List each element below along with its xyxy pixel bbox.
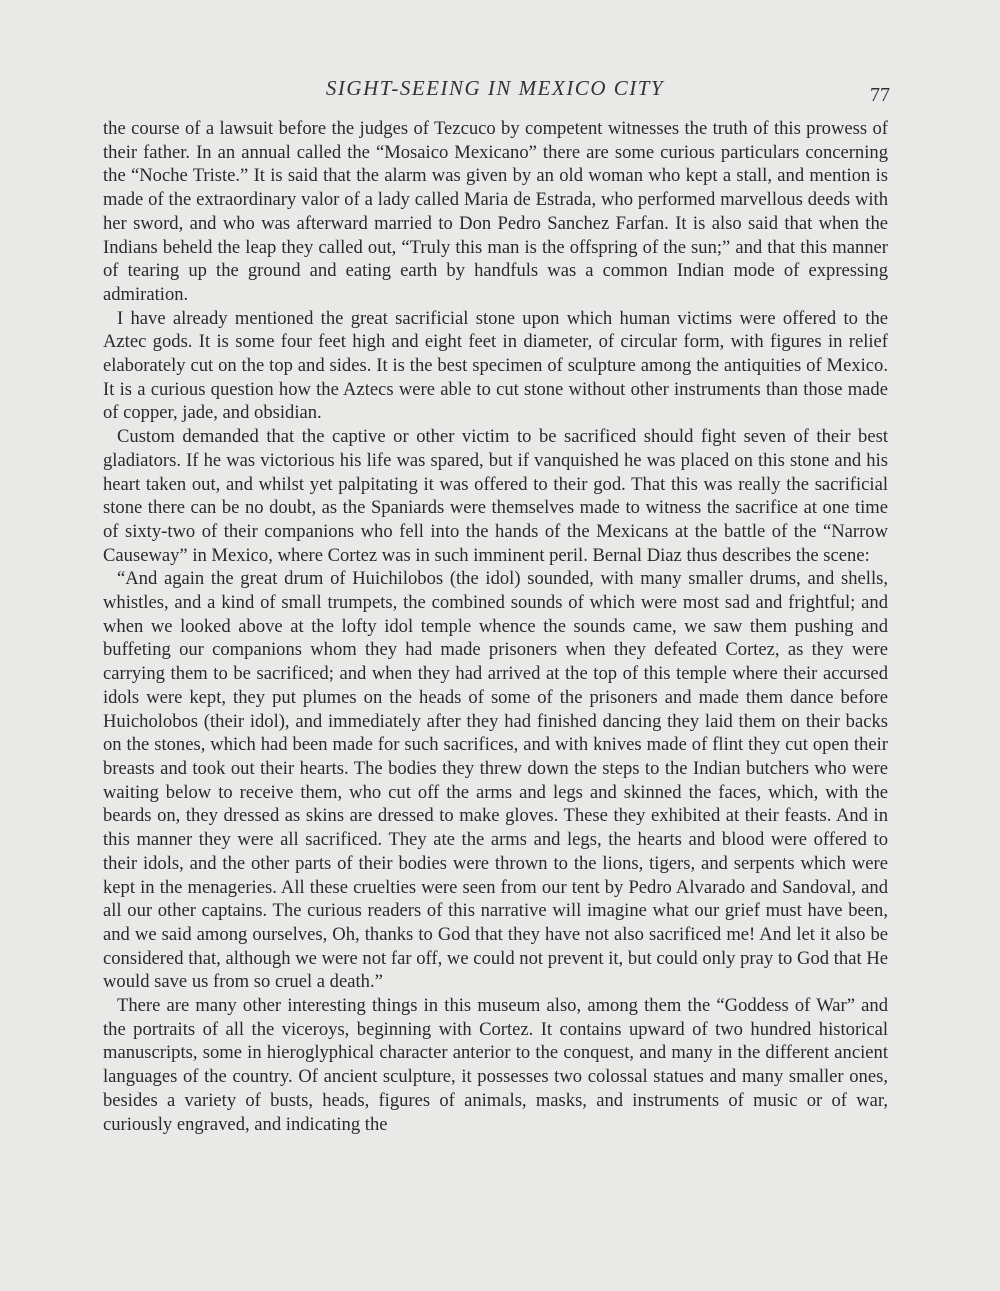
- running-title: SIGHT-SEEING IN MEXICO CITY: [325, 76, 665, 100]
- paragraph-custom: Custom demanded that the captive or other victim to be sacrificed should fight seven of their best gladiators. If he was victorious his life was spared, but if vanquished he was placed on this stone and his heart taken out, and whilst yet palpitating it was offered to their god. That this was really the sacrificial stone there can be no doubt, as the Spaniards were themselves made to witness the sacrifice at one time of sixty-two of their companions who fell into the hands of the Mexicans at the battle of the “Narrow Causeway” in Mexico, where Cortez was in such imminent peril. Bernal Diaz thus describes the scene:: [103, 426, 888, 566]
- paragraph-museum: There are many other interesting things in this museum also, among them the “Goddess of War” and the portraits of all the viceroys, beginning with Cortez. It contains upward of two hundred historical manuscripts, some in hieroglyphical character anterior to the conquest, and many in the different ancient languages of the country. Of ancient sculpture, it possesses two colossal statues and many smaller ones, besides a variety of busts, heads, figures of animals, masks, and instruments of music or of war, curiously engraved, and indicating the: [103, 995, 888, 1135]
- page-number: 77: [870, 84, 890, 106]
- running-head: [100, 76, 890, 106]
- paragraph-sacrificial-stone: I have already mentioned the great sacrificial stone upon which human victims were offered to the Aztec gods. It is some four feet high and eight feet in diameter, of circular form, with figures in relief elaborately cut on the top and sides. It is the best specimen of sculpture among the antiquities of Mexico. It is a curious question how the Aztecs were able to cut stone without other instruments than those made of copper, jade, and obsidian.: [103, 307, 888, 424]
- paragraph-continued: the course of a lawsuit before the judges of Tezcuco by competent witnesses the truth of this prowess of their father. In an annual called the “Mosaico Mexicano” there are some curious particulars concerning the “Noche Triste.” It is said that the alarm was given by an old woman who kept a stall, and mention is made of the extraordinary valor of a lady called Maria de Estrada, who performed marvellous deeds with her sword, and who was afterward married to Don Pedro Sanchez Farfan. It is also said that when the Indians beheld the leap they called out, “Truly this man is the offspring of the sun;” and that this manner of tearing up the ground and eating earth by handfuls was a common Indian mode of expressing admiration.: [103, 118, 888, 305]
- body-text: [103, 117, 888, 1136]
- paragraph-bernal-diaz-quote: “And again the great drum of Huichilobos (the idol) sounded, with many smaller drums, and shells, whistles, and a kind of small trumpets, the combined sounds of which were most sad and frightful; and when we looked above at the lofty idol temple whence the sounds came, we saw them pushing and buffeting our companions whom they had made prisoners when they defeated Cortez, as they were carrying them to be sacrificed; and when they had arrived at the top of this temple where their accursed idols were kept, they put plumes on the heads of some of the prisoners and made them dance before Huicholobos (their idol), and immediately after they had finished dancing they laid them on their backs on the stones, which had been made for such sacrifices, and with knives made of flint they cut open their breasts and took out their hearts. The bodies they threw down the steps to the Indian butchers who were waiting below to receive them, who cut off the arms and legs and skinned the faces, which, with the beards on, they dressed as skins are dressed to make gloves. These they exhibited at their feasts. And in this manner they were all sacrificed. They ate the arms and legs, the hearts and blood were offered to their idols, and the other parts of their bodies were thrown to the lions, tigers, and serpents which were kept in the menageries. All these cruelties were seen from our tent by Pedro Alvarado and Sandoval, and all our other captains. The curious readers of this narrative will imagine what our grief must have been, and we said among ourselves, Oh, thanks to God that they have not also sacrificed me! And let it also be considered that, although we were not far off, we could not prevent it, but could only pray to God that He would save us from so cruel a death.”: [103, 568, 888, 993]
